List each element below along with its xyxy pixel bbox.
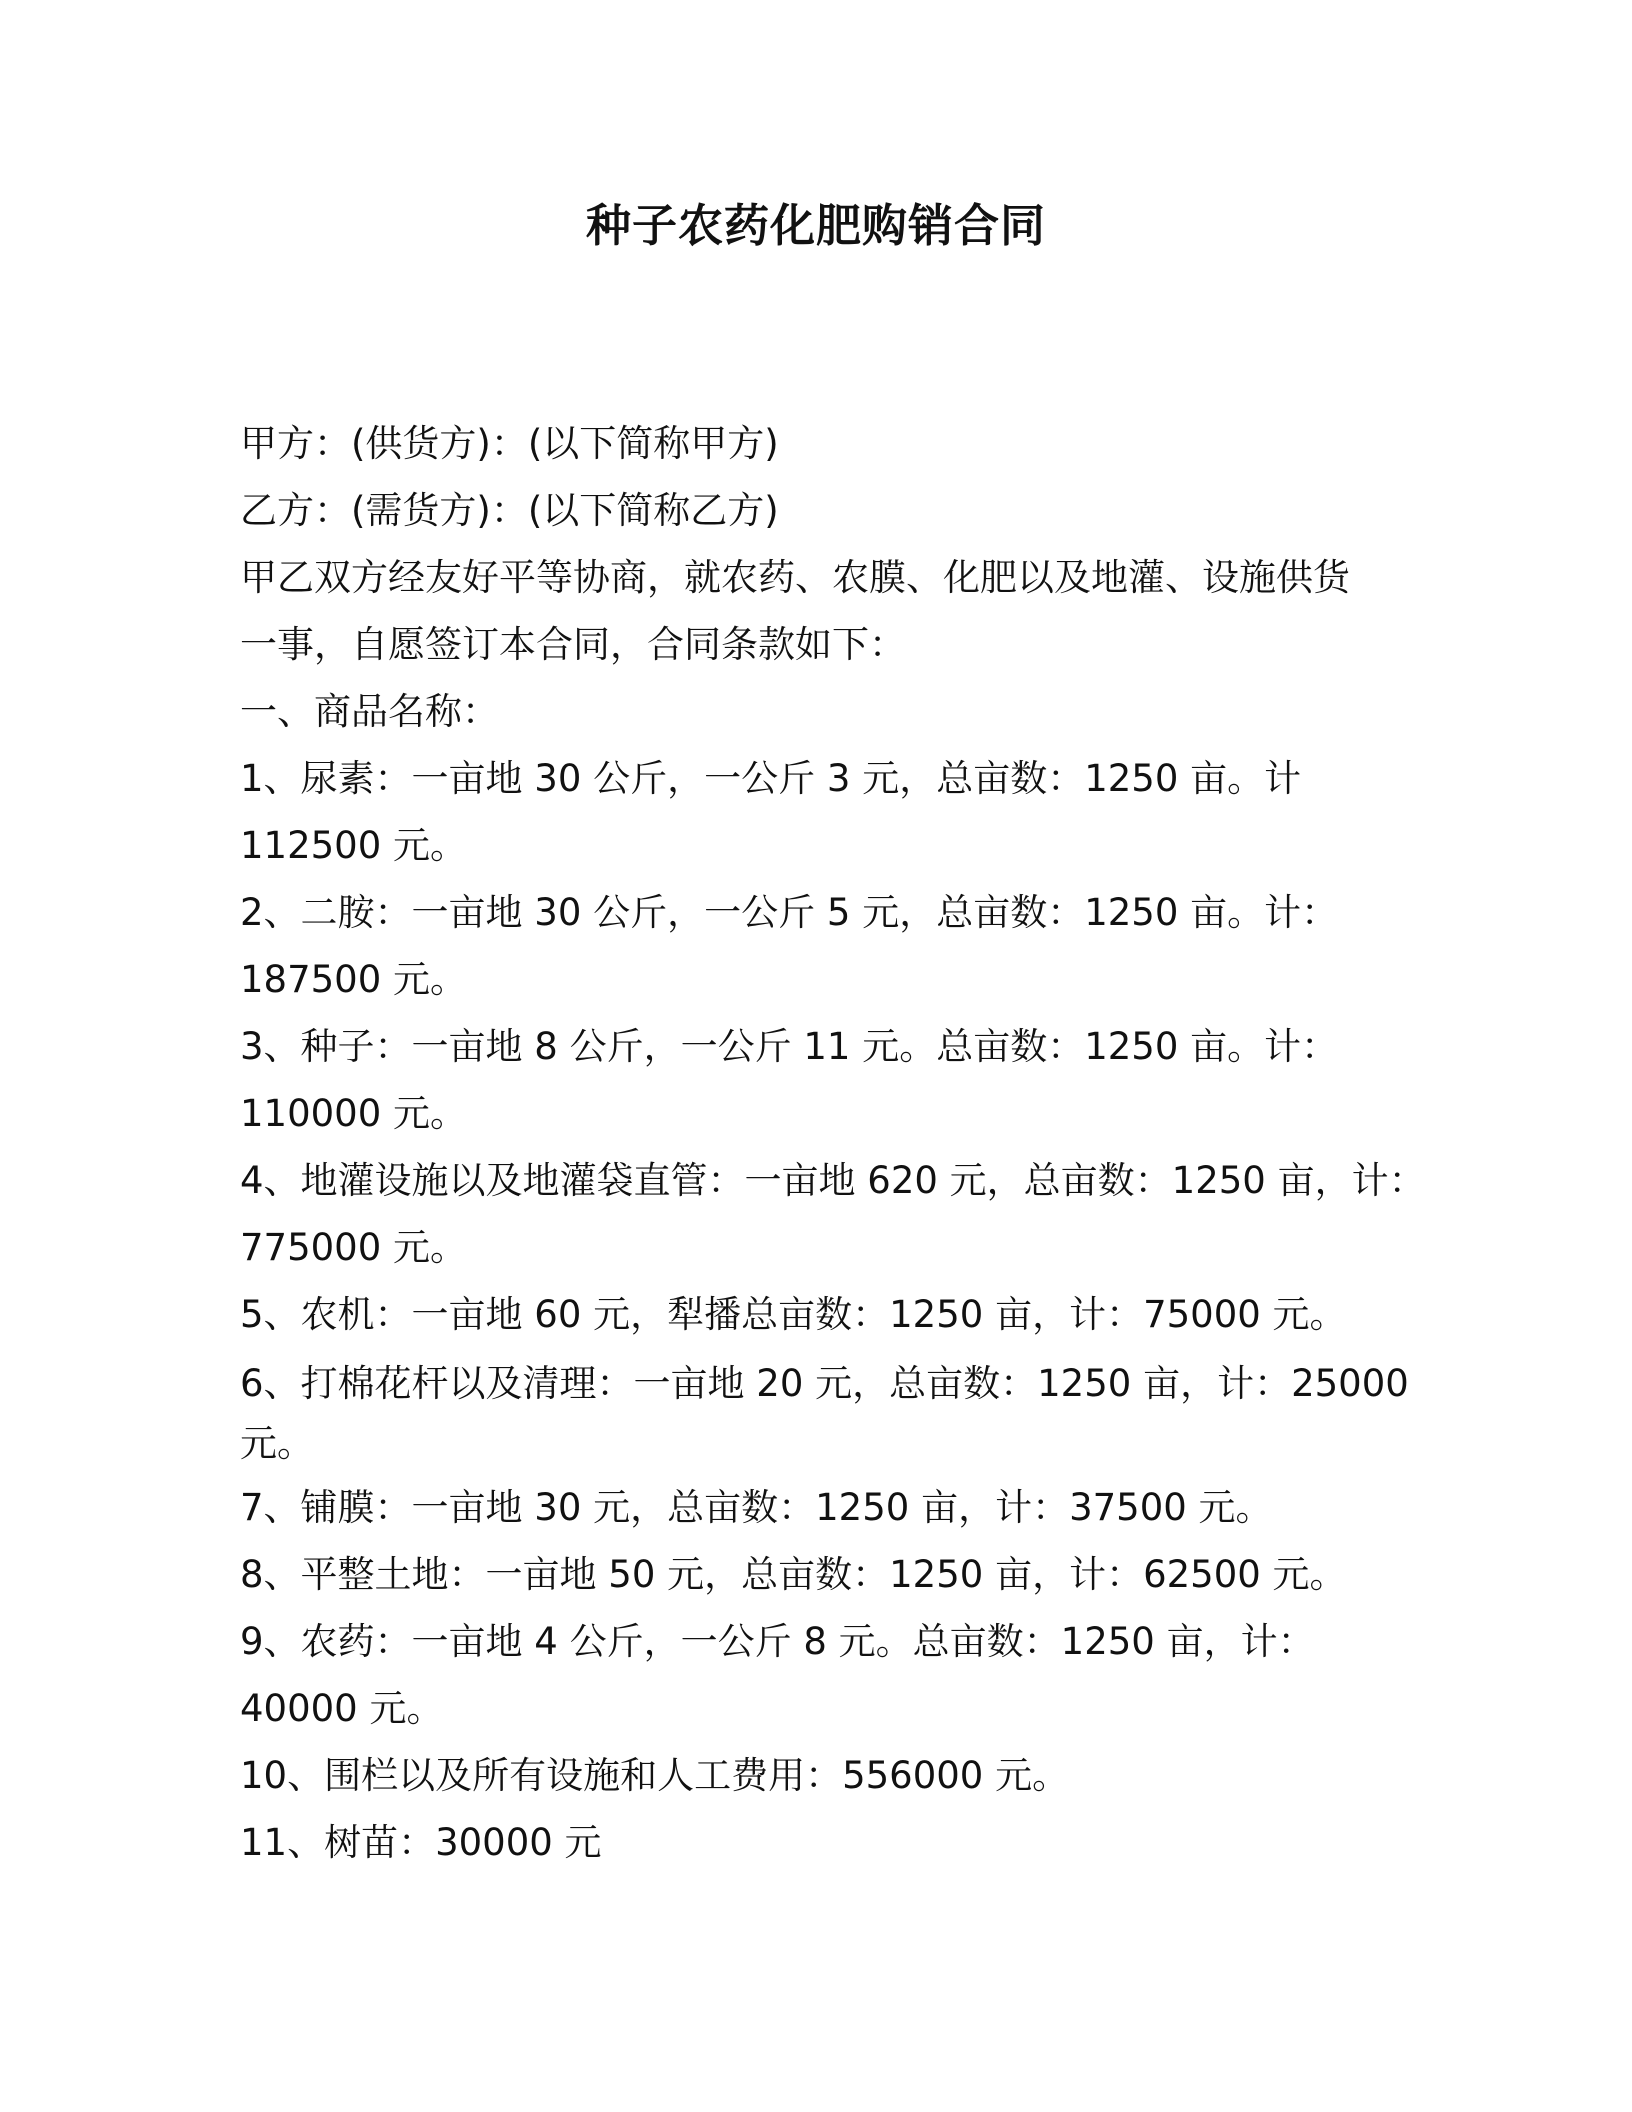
contract-title: 种子农药化肥购销合同 [585,199,1046,252]
section-heading: 一、商品名称： [240,690,499,733]
item-3-line-1: 3、种子：一亩地 8 公斤，一公斤 11 元。总亩数：1250 亩。计： [240,1025,1339,1068]
item-4-line-2: 775000 元。 [240,1226,468,1269]
contract-body [240,410,1426,1876]
item-6-line-1: 6、打棉花杆以及清理：一亩地 20 元，总亩数：1250 亩，计：25000 [240,1362,1409,1405]
item-9-line-2: 40000 元。 [240,1687,444,1730]
item-2-line-2: 187500 元。 [240,958,468,1001]
item-10-line: 10、围栏以及所有设施和人工费用：556000 元。 [240,1754,1070,1797]
item-1-line-2: 112500 元。 [240,824,468,867]
item-8-line: 8、平整土地：一亩地 50 元，总亩数：1250 亩，计：62500 元。 [240,1553,1347,1596]
item-11-line: 11、树苗：30000 元 [240,1821,602,1864]
item-1-line-1: 1、尿素：一亩地 30 公斤，一公斤 3 元，总亩数：1250 亩。计 [240,757,1302,800]
item-5-line: 5、农机：一亩地 60 元，犁播总亩数：1250 亩，计：75000 元。 [240,1293,1347,1336]
item-3-line-2: 110000 元。 [240,1092,468,1135]
item-6-line-2: 元。 [240,1422,314,1465]
party-b-line: 乙方：(需货方)：(以下简称乙方) [240,489,779,532]
item-9-line-1: 9、农药：一亩地 4 公斤，一公斤 8 元。总亩数：1250 亩，计： [240,1620,1315,1663]
item-7-line: 7、铺膜：一亩地 30 元，总亩数：1250 亩，计：37500 元。 [240,1486,1273,1529]
intro-line-2: 一事，自愿签订本合同，合同条款如下： [240,623,906,666]
item-4-line-1: 4、地灌设施以及地灌袋直管：一亩地 620 元，总亩数：1250 亩，计： [240,1159,1426,1202]
party-a-line: 甲方：(供货方)：(以下简称甲方) [240,422,779,465]
item-2-line-1: 2、二胺：一亩地 30 公斤，一公斤 5 元，总亩数：1250 亩。计： [240,891,1339,934]
intro-line-1: 甲乙双方经友好平等协商，就农药、农膜、化肥以及地灌、设施供货 [240,556,1350,599]
